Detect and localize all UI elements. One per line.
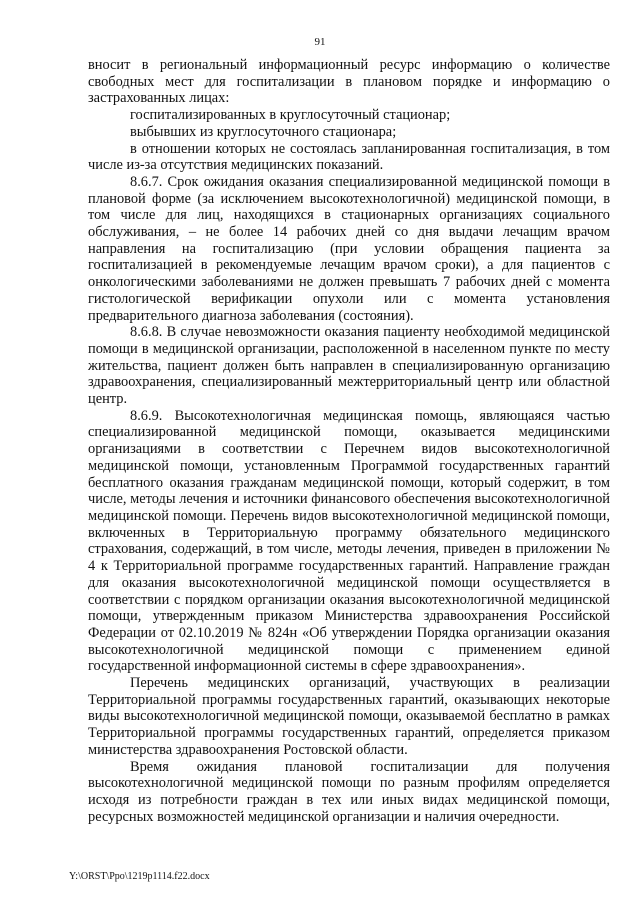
paragraph: в отношении которых не состоялась запланированная госпитализация, в том числе из-за отсутствия медицинских показаний.: [88, 140, 610, 174]
paragraph: 8.6.7. Срок ожидания оказания специализированной медицинской помощи в плановой форме (за исключением высокотехнологичной) медицинской помощи, в том числе для лиц, находящихся в стационарных организациях социального обслуживания, – не более 14 рабочих дней со дня выдачи лечащим врачом направления на госпитализацию (при условии обращения пациента за госпитализацией в рекомендуемые лечащим врачом сроки), а для пациентов с онкологическими заболеваниями не должен превышать 7 рабочих дней с момента гистологической верификации опухоли или с момента установления предварительного диагноза заболевания (состояния).: [88, 173, 610, 324]
paragraph: 8.6.8. В случае невозможности оказания пациенту необходимой медицинской помощи в медицинской организации, расположенной в населенном пункте по месту жительства, пациент должен быть направлен в специализированную организацию здравоохранения, специализированный межтерриториальный центр или областной центр.: [88, 324, 610, 408]
footer-file-path: Y:\ORST\Ppo\1219p1114.f22.docx: [69, 871, 210, 882]
page-number: 91: [314, 36, 326, 48]
paragraph: госпитализированных в круглосуточный стационар;: [130, 107, 451, 124]
paragraph: Перечень медицинских организаций, участвующих в реализации Территориальной программы государственных гарантий, оказывающих некоторые виды высокотехнологичной медицинской помощи, оказываемой бесплатно в рамках Территориальной программы государственных гарантий, определяется приказом министерства здравоохранения Ростовской области.: [88, 675, 610, 758]
paragraph: Время ожидания плановой госпитализации для получения высокотехнологичной медицинской помощи по разным профилям определяется исходя из потребности граждан в тех или иных видах медицинской помощи, ресурсных возможностей медицинской организации и наличия очередности.: [88, 758, 610, 825]
body-text: [88, 57, 610, 825]
paragraph: 8.6.9. Высокотехнологичная медицинская помощь, являющаяся частью специализированной медицинской помощи, оказывается медицинскими организациями в соответствии с Перечнем видов высокотехнологичной медицинской помощи, установленным Программой государственных гарантий бесплатного оказания гражданам медицинской помощи, который содержит, в том числе, методы лечения и источники финансового обеспечения высокотехнологичной медицинской помощи. Перечень видов высокотехнологичной медицинской помощи, включенных в Территориальную программу обязательного медицинского страхования, содержащий, в том числе, методы лечения, приведен в приложении № 4 к Территориальной программе государственных гарантий. Направление граждан для оказания высокотехнологичной медицинской помощи осуществляется в соответствии с порядком организации оказания высокотехнологичной медицинской помощи, утвержденным приказом Министерства здравоохранения Российской Федерации от 02.10.2019 № 824н «Об утверждении Порядка организации оказания высокотехнологичной медицинской помощи с применением единой государственной информационной системы в сфере здравоохранения».: [88, 407, 610, 675]
paragraph: вносит в региональный информационный ресурс информацию о количестве свободных мест для госпитализации в плановом порядке и информацию о застрахованных лицах:: [88, 57, 610, 107]
paragraph: выбывших из круглосуточного стационара;: [130, 123, 397, 140]
